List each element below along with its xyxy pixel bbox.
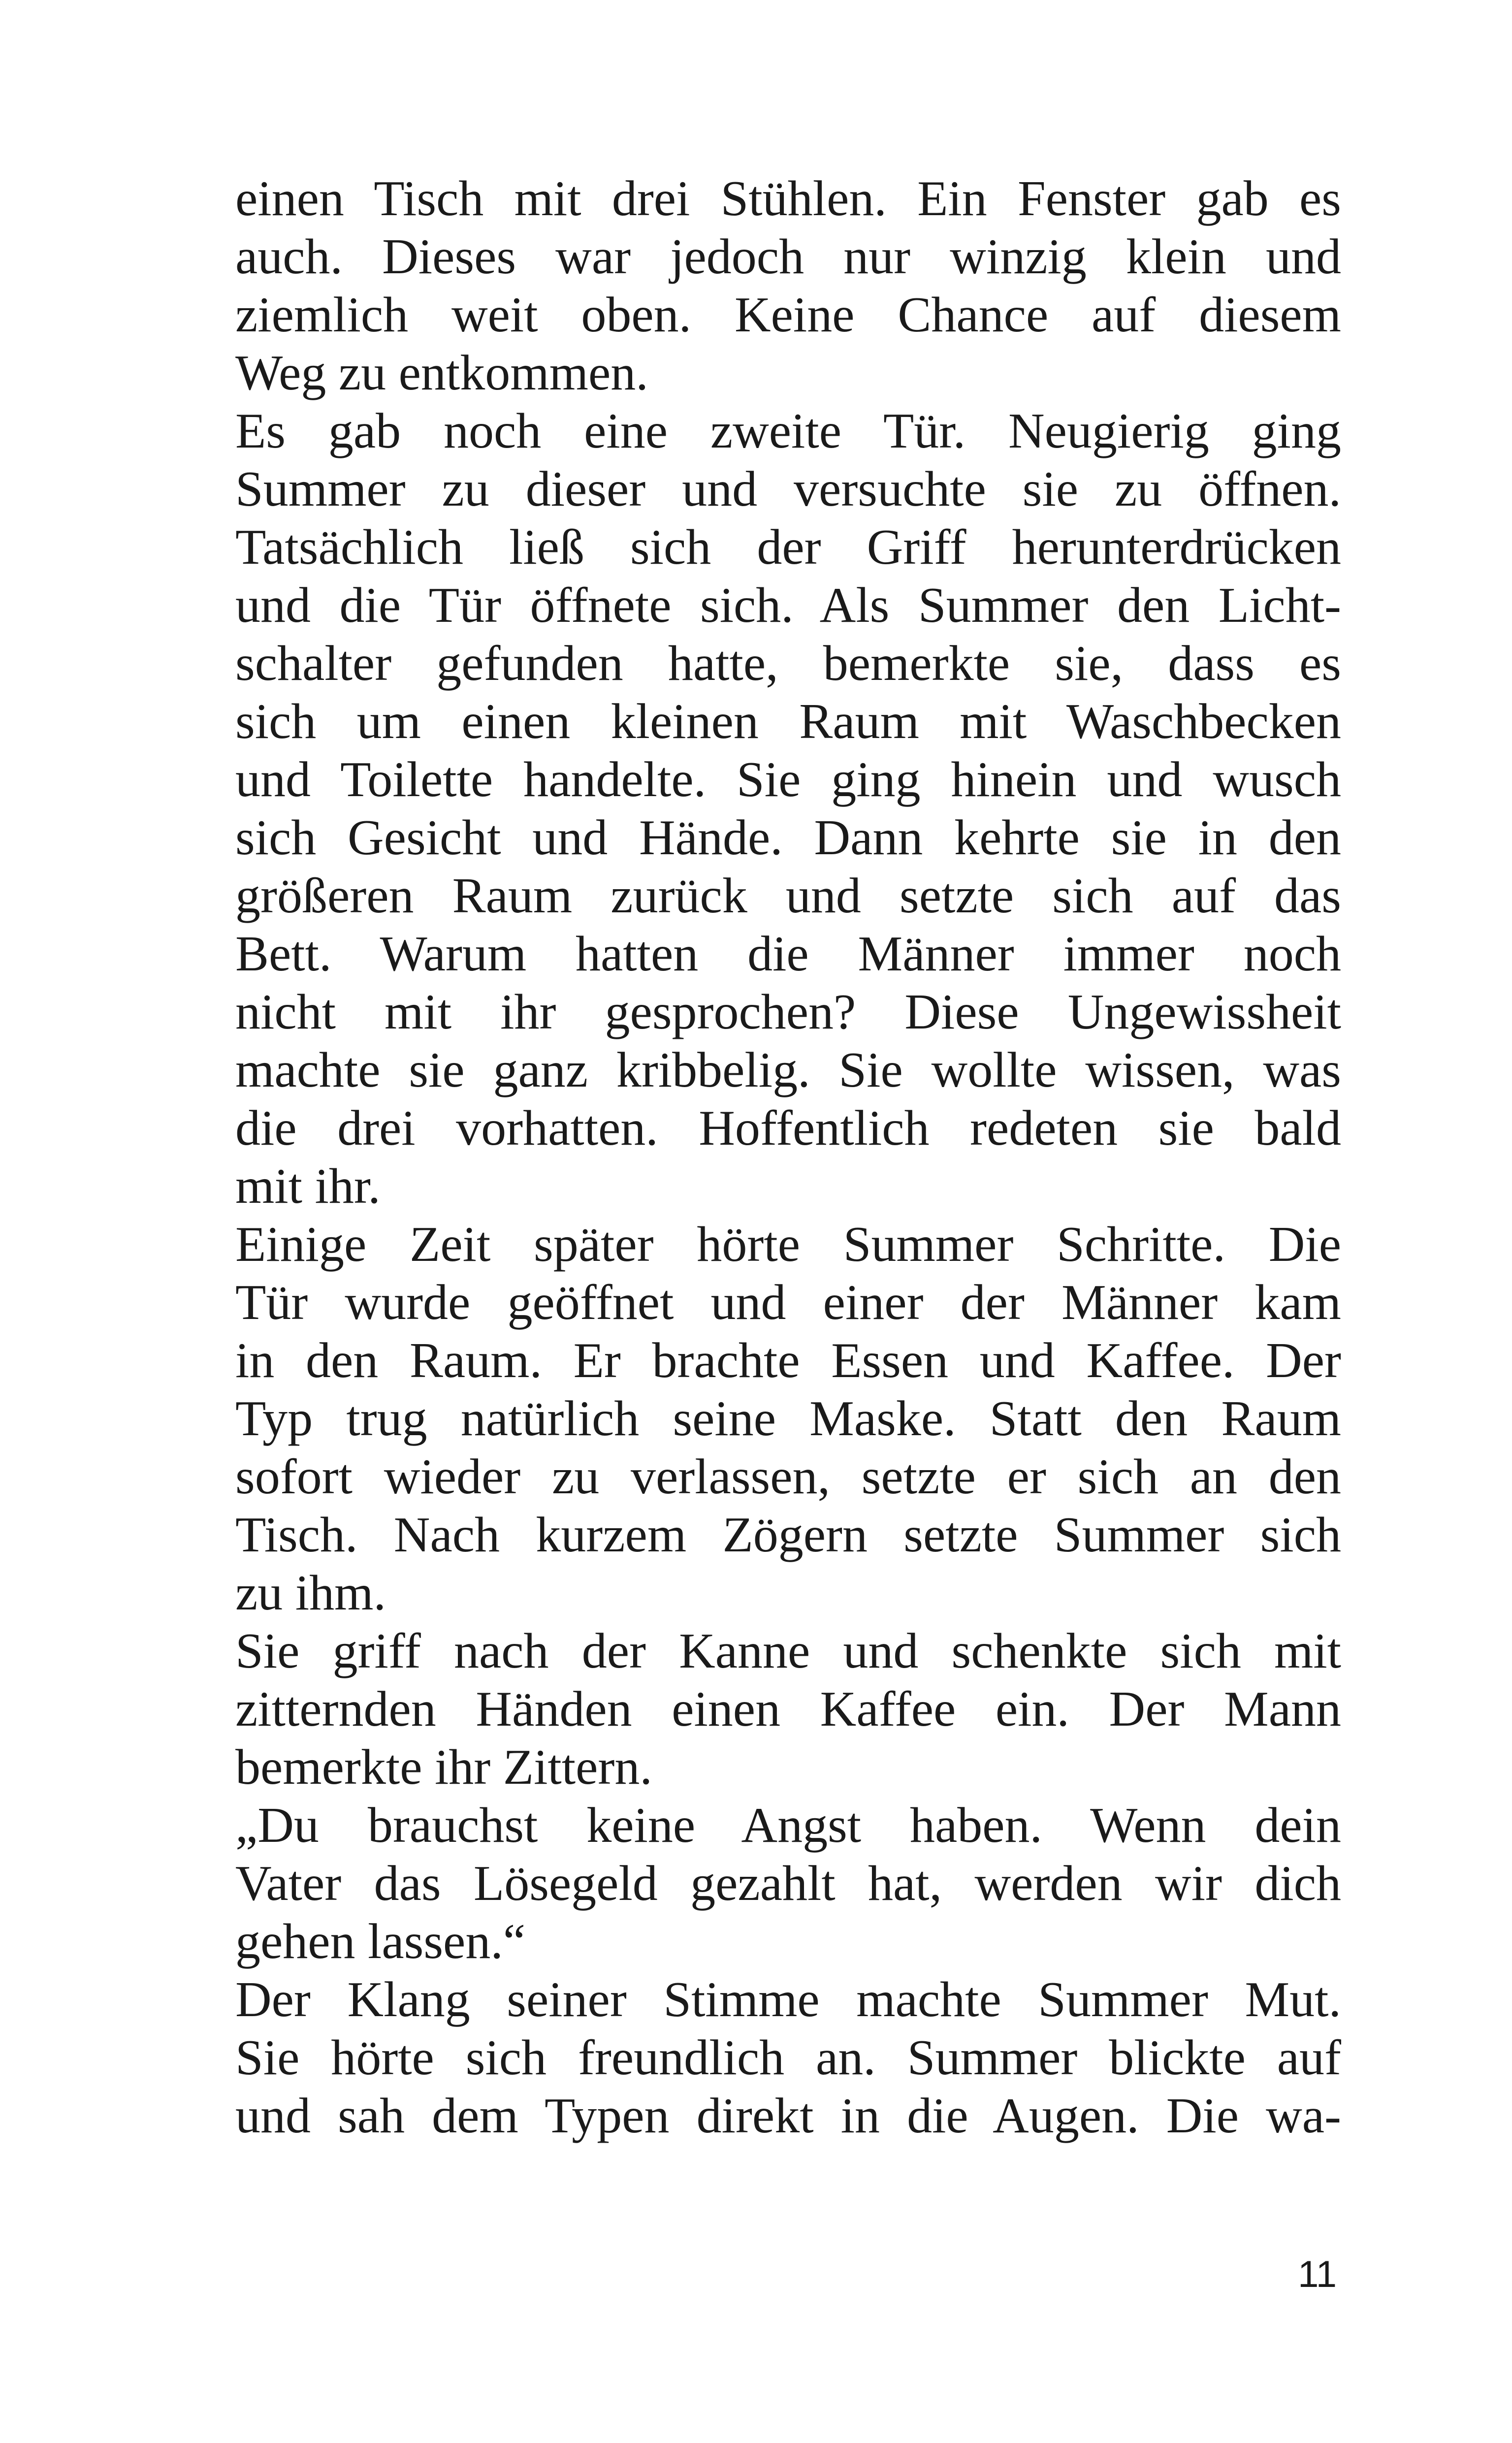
text-line: und die Tür öffnete sich. Als Summer den Licht- (235, 578, 1341, 633)
text-line: auch. Dieses war jedoch nur winzig klein und (235, 229, 1341, 285)
text-line: zitternden Händen einen Kaffee ein. Der Mann (235, 1681, 1341, 1737)
text-line: Der Klang seiner Stimme machte Summer Mut. (235, 1972, 1341, 2027)
body-text (235, 170, 1341, 2145)
text-line: größeren Raum zurück und setzte sich auf das (235, 868, 1341, 924)
text-line: Sie hörte sich freundlich an. Summer blickte auf (235, 2030, 1341, 2086)
text-line: einen Tisch mit drei Stühlen. Ein Fenster gab es (235, 171, 1341, 226)
text-line: sich um einen kleinen Raum mit Waschbecken (235, 694, 1341, 749)
text-line: und sah dem Typen direkt in die Augen. Die wa- (235, 2088, 1341, 2144)
text-line: in den Raum. Er brachte Essen und Kaffee. Der (235, 1333, 1341, 1388)
text-line: Tisch. Nach kurzem Zögern setzte Summer sich (235, 1507, 1341, 1563)
text-line: gehen lassen.“ (235, 1914, 526, 1969)
text-line: ziemlich weit oben. Keine Chance auf diesem (235, 287, 1341, 343)
text-line: die drei vorhatten. Hoffentlich redeten sie bald (235, 1100, 1341, 1156)
text-line: Weg zu entkommen. (235, 345, 648, 401)
text-line: machte sie ganz kribbelig. Sie wollte wissen, was (235, 1042, 1341, 1098)
text-line: Es gab noch eine zweite Tür. Neugierig ging (235, 403, 1341, 459)
text-line: Bett. Warum hatten die Männer immer noch (235, 926, 1341, 982)
page-number: 11 (1298, 2253, 1337, 2295)
text-line: bemerkte ihr Zittern. (235, 1739, 652, 1795)
text-line: zu ihm. (235, 1565, 386, 1621)
text-line: Tatsächlich ließ sich der Griff herunterdrücken (235, 519, 1341, 575)
text-line: sofort wieder zu verlassen, setzte er sich an den (235, 1449, 1341, 1505)
text-line: nicht mit ihr gesprochen? Diese Ungewissheit (235, 984, 1341, 1040)
text-line: Einige Zeit später hörte Summer Schritte. Die (235, 1217, 1341, 1272)
text-line: Tür wurde geöffnet und einer der Männer kam (235, 1275, 1341, 1330)
text-line: Sie griff nach der Kanne und schenkte sich mit (235, 1623, 1341, 1679)
text-line: Summer zu dieser und versuchte sie zu öffnen. (235, 461, 1341, 517)
text-line: und Toilette handelte. Sie ging hinein und wusch (235, 752, 1341, 807)
text-line: Typ trug natürlich seine Maske. Statt den Raum (235, 1391, 1341, 1447)
text-line: sich Gesicht und Hände. Dann kehrte sie in den (235, 810, 1341, 866)
text-line: Vater das Lösegeld gezahlt hat, werden wir dich (235, 1856, 1341, 1911)
text-line: schalter gefunden hatte, bemerkte sie, dass es (235, 636, 1341, 691)
text-line: „Du brauchst keine Angst haben. Wenn dein (235, 1798, 1341, 1853)
text-line: mit ihr. (235, 1158, 381, 1214)
